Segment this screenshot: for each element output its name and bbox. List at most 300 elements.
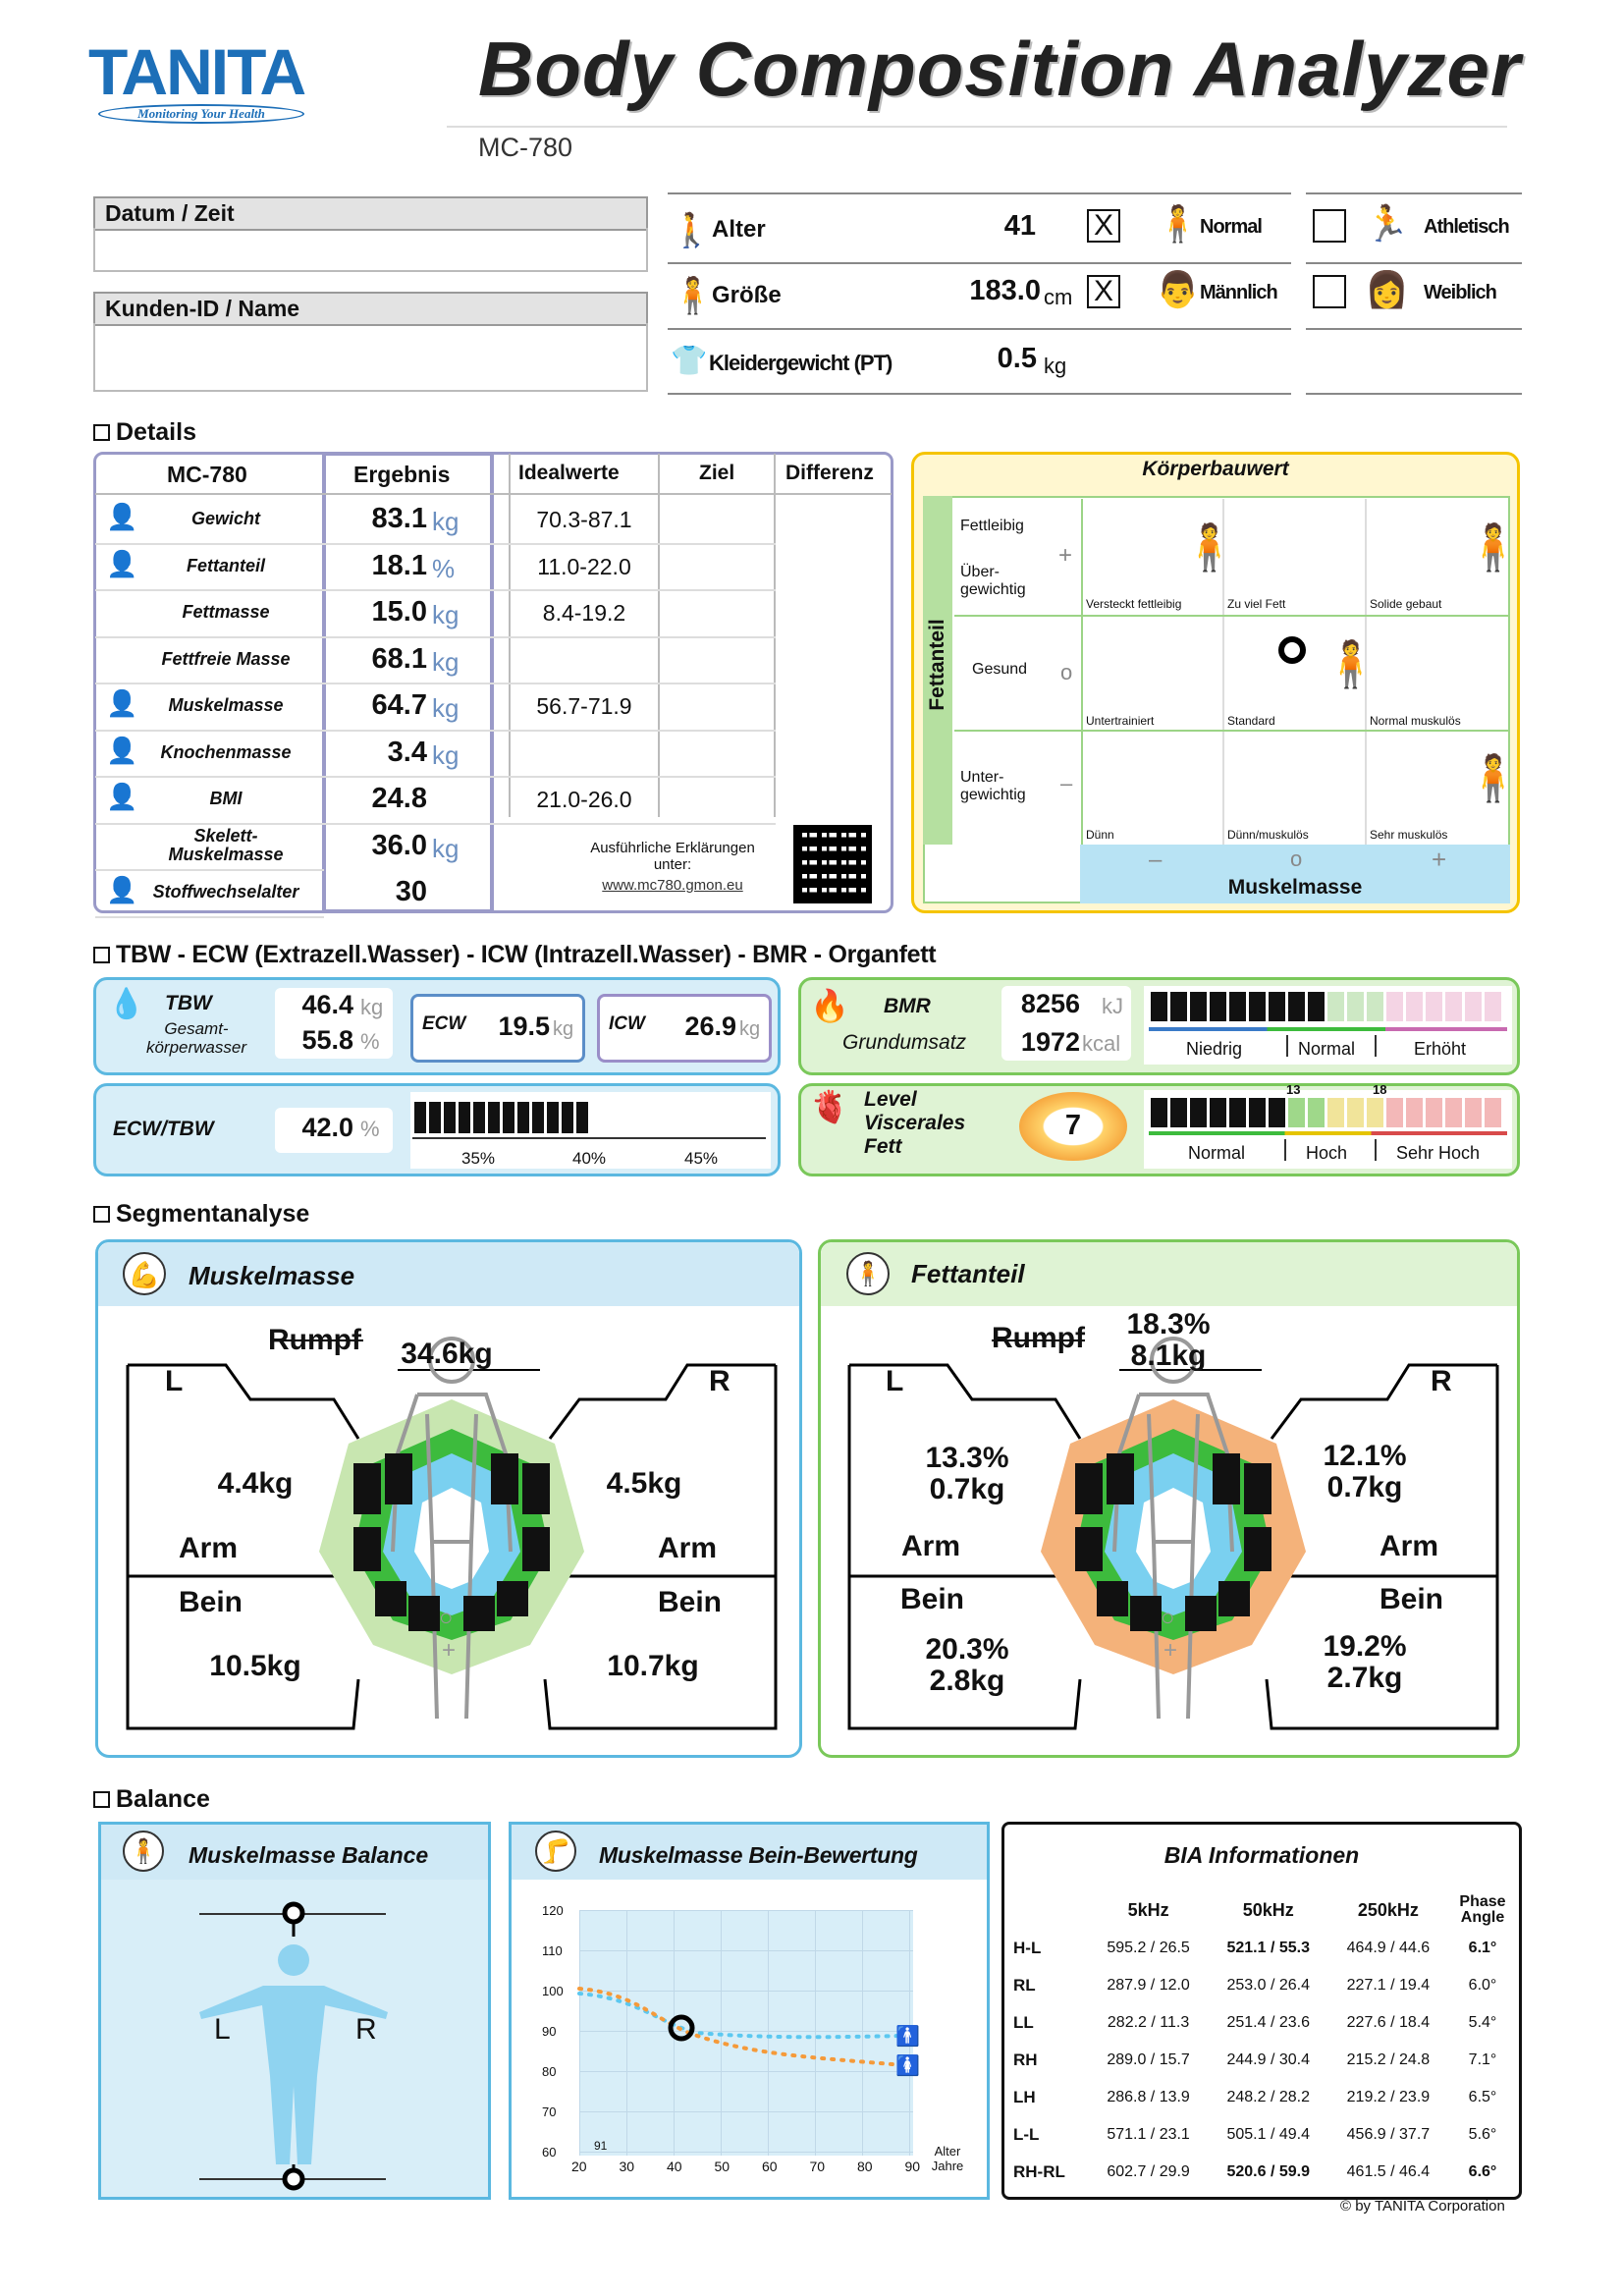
bia-cell: 602.7 / 29.9 bbox=[1107, 2163, 1190, 2180]
svg-text:○: ○ bbox=[439, 1605, 454, 1631]
row-label-underweight: Unter- gewichtig bbox=[960, 769, 1026, 803]
bia-cell: 219.2 / 23.9 bbox=[1346, 2089, 1431, 2105]
bar-segment bbox=[1327, 992, 1344, 1021]
visceral-scale-very-high: Sehr Hoch bbox=[1396, 1143, 1481, 1163]
bia-cell: L-L bbox=[1013, 2125, 1040, 2144]
details-header-model: MC-780 bbox=[167, 462, 247, 487]
bar-segment bbox=[517, 1102, 529, 1133]
bia-cell: 595.2 / 26.5 bbox=[1107, 1940, 1190, 1956]
bar-segment bbox=[429, 1102, 441, 1133]
details-row-value: 24.8 bbox=[371, 783, 427, 814]
bar-segment bbox=[532, 1102, 544, 1133]
bia-cell: 6.1° bbox=[1468, 1940, 1497, 1956]
details-row-value: 18.1 bbox=[371, 549, 427, 581]
tbw-pct-value: 55.8 bbox=[301, 1025, 353, 1055]
bar-segment bbox=[1249, 1098, 1266, 1127]
bia-cell: 282.2 / 11.3 bbox=[1107, 2014, 1190, 2031]
bar-segment bbox=[1445, 1098, 1462, 1127]
height-value: 183.0 bbox=[969, 275, 1041, 306]
male-label: Männlich bbox=[1200, 282, 1277, 303]
bia-cell: 5.4° bbox=[1468, 2014, 1497, 2031]
bmr-scale-normal: Normal bbox=[1298, 1039, 1356, 1059]
qr-code[interactable] bbox=[793, 825, 872, 903]
bia-row bbox=[1011, 1930, 1517, 1967]
bia-cell: 286.8 / 13.9 bbox=[1107, 2089, 1190, 2105]
bia-header: Phase Angle bbox=[1459, 1893, 1506, 1926]
bar-segment bbox=[1485, 992, 1501, 1021]
bia-cell: 5.6° bbox=[1468, 2126, 1497, 2143]
bar-segment bbox=[444, 1102, 456, 1133]
normal-icon: 🧍 bbox=[1156, 203, 1200, 244]
bar-segment bbox=[576, 1102, 588, 1133]
bar-segment bbox=[1308, 1098, 1325, 1127]
ecw-tbw-tick-40: 40% bbox=[572, 1149, 607, 1168]
leg-chart-y-tick: 110 bbox=[542, 1943, 563, 1958]
col-symbol-minus: – bbox=[1149, 847, 1163, 873]
bia-header: 50kHz bbox=[1242, 1899, 1294, 1920]
fat-segment-icon: 🧍 bbox=[846, 1252, 890, 1295]
bar-segment bbox=[414, 1102, 426, 1133]
details-row-unit: kg bbox=[432, 739, 460, 770]
details-row-value: 83.1 bbox=[371, 503, 427, 534]
bia-row bbox=[1011, 2042, 1517, 2079]
bmr-bar bbox=[1151, 992, 1501, 1021]
physique-cell-label: Versteckt fettleibig bbox=[1086, 597, 1182, 611]
leg-chart-y-tick: 120 bbox=[542, 1903, 564, 1918]
muscle-trunk-value: 34.6kg bbox=[401, 1338, 493, 1370]
bia-cell: 248.2 / 28.2 bbox=[1226, 2089, 1310, 2105]
visceral-mark-13: 13 bbox=[1286, 1082, 1301, 1097]
brand-name: TANITA bbox=[88, 35, 305, 108]
metabolic-age-icon: 👤 bbox=[106, 875, 138, 904]
bar-segment bbox=[473, 1102, 485, 1133]
visceral-bar bbox=[1151, 1098, 1501, 1127]
leg-chart-x-tick: 20 bbox=[571, 2159, 587, 2174]
leg-rating-title: Muskelmasse Bein-Bewertung bbox=[599, 1842, 918, 1868]
svg-text:+: + bbox=[1163, 1637, 1178, 1664]
copyright: © by TANITA Corporation bbox=[1340, 2198, 1505, 2214]
physique-cell-label: Standard bbox=[1227, 714, 1275, 728]
details-header-ideal: Idealwerte bbox=[518, 462, 620, 484]
details-row-label: BMI bbox=[209, 789, 243, 808]
fat-trunk-label: Rumpf bbox=[992, 1322, 1085, 1354]
page-title: Body Composition Analyzer bbox=[478, 26, 1522, 112]
tbw-kg-unit: kg bbox=[360, 995, 384, 1019]
fat-leg-left-label: Bein bbox=[900, 1583, 965, 1615]
leg-chart-x-tick: 40 bbox=[667, 2159, 682, 2174]
id-label: Kunden-ID / Name bbox=[93, 292, 648, 326]
row-symbol-minus: – bbox=[1060, 771, 1073, 795]
leg-chart-x-tick: 90 bbox=[904, 2159, 921, 2174]
muscle-axis-label: Muskelmasse bbox=[1227, 876, 1363, 899]
bar-segment bbox=[1210, 1098, 1226, 1127]
bar-segment bbox=[1386, 992, 1403, 1021]
bia-cell: RH bbox=[1013, 2050, 1038, 2069]
bia-cell: RL bbox=[1013, 1976, 1036, 1995]
details-row-label: Fettfreie Masse bbox=[161, 648, 291, 669]
muscle-arm-left-label: Arm bbox=[179, 1532, 239, 1564]
details-header-target: Ziel bbox=[699, 462, 735, 484]
bar-segment bbox=[1367, 1098, 1383, 1127]
icw-label: ICW bbox=[609, 1013, 645, 1034]
svg-text:🚺: 🚺 bbox=[895, 2055, 920, 2077]
leg-chart-x-tick: 30 bbox=[619, 2159, 635, 2174]
bmr-sub-label: Grundumsatz bbox=[842, 1031, 967, 1054]
age-value: 41 bbox=[1003, 210, 1036, 242]
bmr-kj-value: 8256 bbox=[1020, 989, 1080, 1018]
visceral-value: 7 bbox=[1064, 1110, 1082, 1141]
ecw-label: ECW bbox=[422, 1013, 466, 1034]
bia-row bbox=[1011, 2154, 1517, 2191]
bia-table bbox=[1011, 1890, 1517, 2191]
bia-cell: 6.0° bbox=[1468, 1977, 1497, 1994]
details-row-ideal: 21.0-26.0 bbox=[536, 787, 632, 812]
bar-segment bbox=[1288, 992, 1305, 1021]
athletic-label: Athletisch bbox=[1424, 216, 1509, 238]
brand-tagline: Monitoring Your Health bbox=[98, 104, 304, 124]
male-icon: 👨 bbox=[1156, 269, 1200, 309]
normal-label: Normal bbox=[1200, 216, 1262, 238]
bia-cell: LH bbox=[1013, 2088, 1036, 2106]
female-icon: 👩 bbox=[1365, 269, 1409, 309]
bar-segment bbox=[1170, 992, 1187, 1021]
bia-cell: 227.6 / 18.4 bbox=[1346, 2014, 1431, 2031]
balance-right-label: R bbox=[355, 2013, 377, 2046]
details-row-label: Fettmasse bbox=[182, 602, 270, 622]
bia-title: BIA Informationen bbox=[1163, 1842, 1360, 1868]
bia-cell: 215.2 / 24.8 bbox=[1346, 2051, 1431, 2068]
fat-arm-left-kg: 0.7kg bbox=[929, 1473, 1005, 1505]
bar-segment bbox=[606, 1102, 618, 1133]
more-info-url[interactable]: www.mc780.gmon.eu bbox=[602, 877, 743, 894]
ecw-tbw-bar bbox=[414, 1102, 735, 1133]
bar-segment bbox=[1269, 1098, 1285, 1127]
leg-chart-y-tick: 60 bbox=[542, 2145, 557, 2159]
bar-segment bbox=[1210, 992, 1226, 1021]
bmr-label: BMR bbox=[884, 995, 931, 1017]
row-label-healthy: Gesund bbox=[972, 661, 1028, 678]
body-fat-icon: 👤 bbox=[106, 548, 138, 578]
bia-cell: 251.4 / 23.6 bbox=[1226, 2014, 1310, 2031]
female-checkbox[interactable] bbox=[1313, 275, 1346, 308]
bia-cell: 7.1° bbox=[1468, 2051, 1497, 2068]
muscle-balance-title: Muskelmasse Balance bbox=[189, 1842, 429, 1868]
bar-segment bbox=[547, 1102, 559, 1133]
leg-icon: 🦵 bbox=[535, 1831, 576, 1872]
ecw-tbw-unit: % bbox=[360, 1117, 380, 1141]
details-row-ideal: 70.3-87.1 bbox=[536, 507, 632, 532]
balance-section-title: Balance bbox=[93, 1785, 210, 1814]
physique-cell-label: Sehr muskulös bbox=[1370, 828, 1448, 842]
svg-text:○: ○ bbox=[1161, 1605, 1175, 1631]
details-header-result: Ergebnis bbox=[353, 462, 451, 487]
bmr-kj-unit: kJ bbox=[1102, 994, 1123, 1018]
leg-chart-x-tick: 80 bbox=[857, 2159, 873, 2174]
details-row-value: 3.4 bbox=[387, 736, 427, 768]
bia-row bbox=[1011, 2116, 1517, 2154]
athletic-icon: 🏃 bbox=[1365, 203, 1409, 244]
physique-figure-icon: 🧍 bbox=[1465, 521, 1522, 573]
bia-cell: RH-RL bbox=[1013, 2162, 1065, 2181]
bia-header: 250kHz bbox=[1357, 1899, 1419, 1920]
bone-icon: 👤 bbox=[106, 735, 138, 765]
row-label-obese: Fettleibig bbox=[960, 518, 1024, 534]
leg-chart-y-tick: 90 bbox=[542, 2024, 557, 2039]
normal-checkbox[interactable]: X bbox=[1087, 209, 1120, 243]
details-row-label: Fettanteil bbox=[186, 555, 265, 575]
details-row-unit: kg bbox=[432, 507, 460, 536]
row-symbol-plus: + bbox=[1058, 542, 1073, 569]
bmr-scale-high: Erhöht bbox=[1414, 1039, 1467, 1059]
fat-axis-label: Fettanteil bbox=[926, 619, 948, 711]
physique-title: Körperbauwert bbox=[1142, 458, 1289, 480]
details-row-unit: kg bbox=[432, 600, 460, 629]
bia-cell: 461.5 / 46.4 bbox=[1346, 2163, 1431, 2180]
tanita-logo bbox=[88, 35, 324, 133]
physique-marker bbox=[1278, 636, 1306, 664]
date-field[interactable] bbox=[93, 228, 648, 272]
fat-leg-right-kg: 2.7kg bbox=[1326, 1662, 1403, 1694]
fat-arm-left-label: Arm bbox=[901, 1530, 961, 1562]
details-row-value: 64.7 bbox=[371, 689, 427, 721]
bia-row bbox=[1011, 1967, 1517, 2004]
clothes-value: 0.5 bbox=[997, 343, 1037, 374]
bar-segment bbox=[1445, 992, 1462, 1021]
bia-header bbox=[1011, 1890, 1089, 1930]
bia-row bbox=[1011, 2004, 1517, 2042]
bar-segment bbox=[1229, 992, 1246, 1021]
details-row-unit: kg bbox=[432, 833, 460, 863]
fat-leg-left-pct: 20.3% bbox=[925, 1633, 1009, 1666]
bia-cell: 521.1 / 55.3 bbox=[1226, 1940, 1310, 1956]
ecw-tbw-value: 42.0 bbox=[301, 1113, 353, 1142]
visceral-scale-high: Hoch bbox=[1306, 1143, 1348, 1163]
details-row-value: 68.1 bbox=[371, 642, 427, 675]
details-row-value: 15.0 bbox=[371, 596, 427, 628]
bar-segment bbox=[503, 1102, 514, 1133]
tbw-sub-label: Gesamt- körperwasser bbox=[145, 1019, 247, 1057]
bia-cell: 464.9 / 44.6 bbox=[1346, 1940, 1431, 1956]
balance-body-figure bbox=[101, 1880, 488, 2197]
visceral-icon: 🫀 bbox=[810, 1089, 849, 1124]
muscle-segment-icon: 💪 bbox=[123, 1252, 166, 1295]
bar-segment bbox=[1190, 1098, 1207, 1127]
bmr-kcal-unit: kcal bbox=[1082, 1031, 1121, 1056]
details-row-value: 36.0 bbox=[371, 829, 427, 861]
weight-icon: 👤 bbox=[106, 502, 138, 531]
bar-segment bbox=[621, 1102, 632, 1133]
bmr-kcal-value: 1972 bbox=[1020, 1027, 1080, 1057]
bia-cell: 456.9 / 37.7 bbox=[1346, 2126, 1431, 2143]
fat-leg-right-label: Bein bbox=[1380, 1583, 1444, 1615]
bia-cell: 244.9 / 30.4 bbox=[1226, 2051, 1310, 2068]
row-symbol-zero: o bbox=[1060, 660, 1073, 684]
fat-trunk-pct: 18.3% bbox=[1126, 1308, 1211, 1340]
ecw-value: 19.5 bbox=[498, 1011, 550, 1041]
muscle-right-tab: R bbox=[709, 1365, 730, 1397]
fat-segment-title: Fettanteil bbox=[911, 1259, 1025, 1288]
balance-left-label: L bbox=[214, 2013, 231, 2046]
bar-segment bbox=[459, 1102, 470, 1133]
bar-segment bbox=[1327, 1098, 1344, 1127]
fat-arm-left-pct: 13.3% bbox=[925, 1442, 1009, 1474]
bar-segment bbox=[1406, 1098, 1423, 1127]
details-row-ideal: 56.7-71.9 bbox=[536, 693, 632, 719]
details-row-ideal: 11.0-22.0 bbox=[537, 553, 631, 579]
bmi-icon: 👤 bbox=[106, 782, 138, 811]
shirt-icon: 👕 bbox=[671, 345, 708, 377]
svg-text:🚹: 🚹 bbox=[895, 2026, 920, 2048]
leg-chart-x-tick: 50 bbox=[714, 2159, 730, 2174]
fat-leg-right-pct: 19.2% bbox=[1323, 1630, 1407, 1663]
id-field[interactable] bbox=[93, 323, 648, 392]
muscle-arm-left: 4.4kg bbox=[217, 1467, 294, 1500]
physique-cell-label: Untertrainiert bbox=[1086, 714, 1155, 728]
details-row-value: 30 bbox=[395, 876, 427, 907]
leg-chart-y-tick: 80 bbox=[542, 2064, 557, 2079]
ecw-unit: kg bbox=[553, 1018, 574, 1040]
leg-chart-value-label: 91 bbox=[594, 2139, 608, 2153]
physique-cell-label: Normal muskulös bbox=[1370, 714, 1461, 728]
details-row-label: Skelett-Muskelmasse bbox=[168, 825, 284, 864]
details-row-unit: % bbox=[432, 553, 456, 583]
bar-segment bbox=[1269, 992, 1285, 1021]
height-unit: cm bbox=[1044, 285, 1073, 309]
bar-segment bbox=[1426, 992, 1442, 1021]
bar-segment bbox=[724, 1102, 735, 1133]
height-icon: 🧍 bbox=[671, 275, 715, 315]
details-row-unit: kg bbox=[432, 646, 460, 677]
fat-trunk-kg: 8.1kg bbox=[1130, 1339, 1207, 1372]
model-number: MC-780 bbox=[478, 133, 573, 162]
physique-cell-label: Solide gebaut bbox=[1370, 597, 1442, 611]
bar-segment bbox=[1367, 992, 1383, 1021]
icw-value: 26.9 bbox=[684, 1011, 736, 1041]
female-label: Weiblich bbox=[1424, 282, 1496, 303]
segment-section-title: Segmentanalyse bbox=[93, 1200, 309, 1229]
leg-chart-y-tick: 70 bbox=[542, 2105, 557, 2119]
bia-cell: 289.0 / 15.7 bbox=[1107, 2051, 1190, 2068]
bar-segment bbox=[1229, 1098, 1246, 1127]
athletic-checkbox[interactable] bbox=[1313, 209, 1346, 243]
details-header-diff: Differenz bbox=[785, 462, 874, 484]
bmr-scale-low: Niedrig bbox=[1186, 1039, 1243, 1059]
details-row-unit: kg bbox=[432, 693, 460, 723]
bar-segment bbox=[562, 1102, 573, 1133]
bar-segment bbox=[1406, 992, 1423, 1021]
bar-segment bbox=[1485, 1098, 1501, 1127]
leg-chart-curves bbox=[579, 1910, 920, 2156]
bia-cell: 520.6 / 59.9 bbox=[1226, 2163, 1310, 2180]
bar-segment bbox=[1190, 992, 1207, 1021]
ecw-tbw-label: ECW/TBW bbox=[113, 1118, 214, 1140]
bia-cell: 253.0 / 26.4 bbox=[1226, 1977, 1310, 1994]
fat-leg-left-kg: 2.8kg bbox=[929, 1665, 1005, 1697]
bar-segment bbox=[488, 1102, 500, 1133]
details-row-label: Knochenmasse bbox=[160, 741, 292, 762]
fat-arm-right-pct: 12.1% bbox=[1323, 1440, 1407, 1472]
muscle-arm-right-label: Arm bbox=[658, 1532, 718, 1564]
details-row-ideal: 8.4-19.2 bbox=[542, 600, 626, 626]
bar-segment bbox=[1151, 1098, 1167, 1127]
physique-cell-label: Dünn/muskulös bbox=[1227, 828, 1309, 842]
bia-cell: LL bbox=[1013, 2013, 1034, 2032]
leg-chart-x-tick: 60 bbox=[762, 2159, 778, 2174]
tbw-pct-unit: % bbox=[360, 1029, 380, 1054]
col-symbol-plus: + bbox=[1432, 845, 1447, 874]
bar-segment bbox=[694, 1102, 706, 1133]
muscle-arm-right: 4.5kg bbox=[606, 1467, 682, 1500]
bia-row bbox=[1011, 2079, 1517, 2116]
bar-segment bbox=[1426, 1098, 1442, 1127]
details-row-label: Muskelmasse bbox=[168, 695, 284, 715]
bar-segment bbox=[709, 1102, 721, 1133]
bia-cell: 505.1 / 49.4 bbox=[1226, 2126, 1310, 2143]
ecw-tbw-tick-35: 35% bbox=[461, 1149, 496, 1168]
age-label: Alter bbox=[712, 216, 766, 243]
tbw-label: TBW bbox=[165, 992, 212, 1014]
muscle-icon: 👤 bbox=[106, 688, 138, 718]
balance-person-icon: 🧍 bbox=[123, 1831, 164, 1872]
bia-cell: 6.6° bbox=[1468, 2163, 1497, 2180]
fat-left-tab: L bbox=[886, 1365, 904, 1397]
bar-segment bbox=[1347, 1098, 1364, 1127]
height-label: Größe bbox=[712, 282, 782, 308]
bar-segment bbox=[1386, 1098, 1403, 1127]
details-section-title: Details bbox=[93, 418, 196, 447]
age-icon: 🚶 bbox=[671, 212, 713, 249]
physique-cell-label: Dünn bbox=[1086, 828, 1114, 842]
bia-cell: 571.1 / 23.1 bbox=[1107, 2126, 1190, 2143]
male-checkbox[interactable]: X bbox=[1087, 275, 1120, 308]
row-label-overweight: Über- gewichtig bbox=[960, 564, 1026, 598]
details-row-label: Stoffwechselalter bbox=[152, 882, 299, 902]
fat-arm-right-kg: 0.7kg bbox=[1326, 1471, 1403, 1503]
bar-segment bbox=[1170, 1098, 1187, 1127]
bar-segment bbox=[1465, 1098, 1482, 1127]
muscle-trunk-label: Rumpf bbox=[268, 1324, 361, 1356]
bar-segment bbox=[1249, 992, 1266, 1021]
icw-unit: kg bbox=[739, 1018, 761, 1040]
bar-segment bbox=[1308, 992, 1325, 1021]
bar-segment bbox=[679, 1102, 691, 1133]
more-info-text: Ausführliche Erklärungen unter: bbox=[590, 840, 755, 873]
leg-chart-y-tick: 100 bbox=[542, 1984, 564, 1998]
bia-cell: 287.9 / 12.0 bbox=[1107, 1977, 1190, 1994]
physique-figure-icon: 🧍 bbox=[1465, 752, 1522, 803]
muscle-left-tab: L bbox=[165, 1365, 184, 1397]
date-label: Datum / Zeit bbox=[93, 196, 648, 231]
muscle-segment-title: Muskelmasse bbox=[189, 1261, 355, 1290]
details-row-label: Gewicht bbox=[190, 509, 260, 528]
clothes-label: Kleidergewicht (PT) bbox=[709, 351, 893, 375]
bia-cell: 227.1 / 19.4 bbox=[1346, 1977, 1431, 1994]
muscle-leg-right-label: Bein bbox=[658, 1586, 723, 1618]
col-symbol-zero: o bbox=[1290, 847, 1303, 871]
leg-chart-x-unit: Alter Jahre bbox=[931, 2144, 964, 2173]
muscle-leg-left: 10.5kg bbox=[209, 1650, 301, 1682]
muscle-leg-right: 10.7kg bbox=[607, 1650, 699, 1682]
tbw-kg-value: 46.4 bbox=[301, 990, 353, 1019]
bia-cell: H-L bbox=[1013, 1939, 1042, 1957]
ecw-tbw-tick-45: 45% bbox=[684, 1149, 719, 1168]
clothes-unit: kg bbox=[1044, 354, 1067, 378]
bar-segment bbox=[591, 1102, 603, 1133]
bar-segment bbox=[650, 1102, 662, 1133]
leg-chart-x-tick: 70 bbox=[809, 2159, 826, 2174]
fat-right-tab: R bbox=[1431, 1365, 1452, 1397]
water-drop-icon: 💧 bbox=[108, 988, 145, 1020]
